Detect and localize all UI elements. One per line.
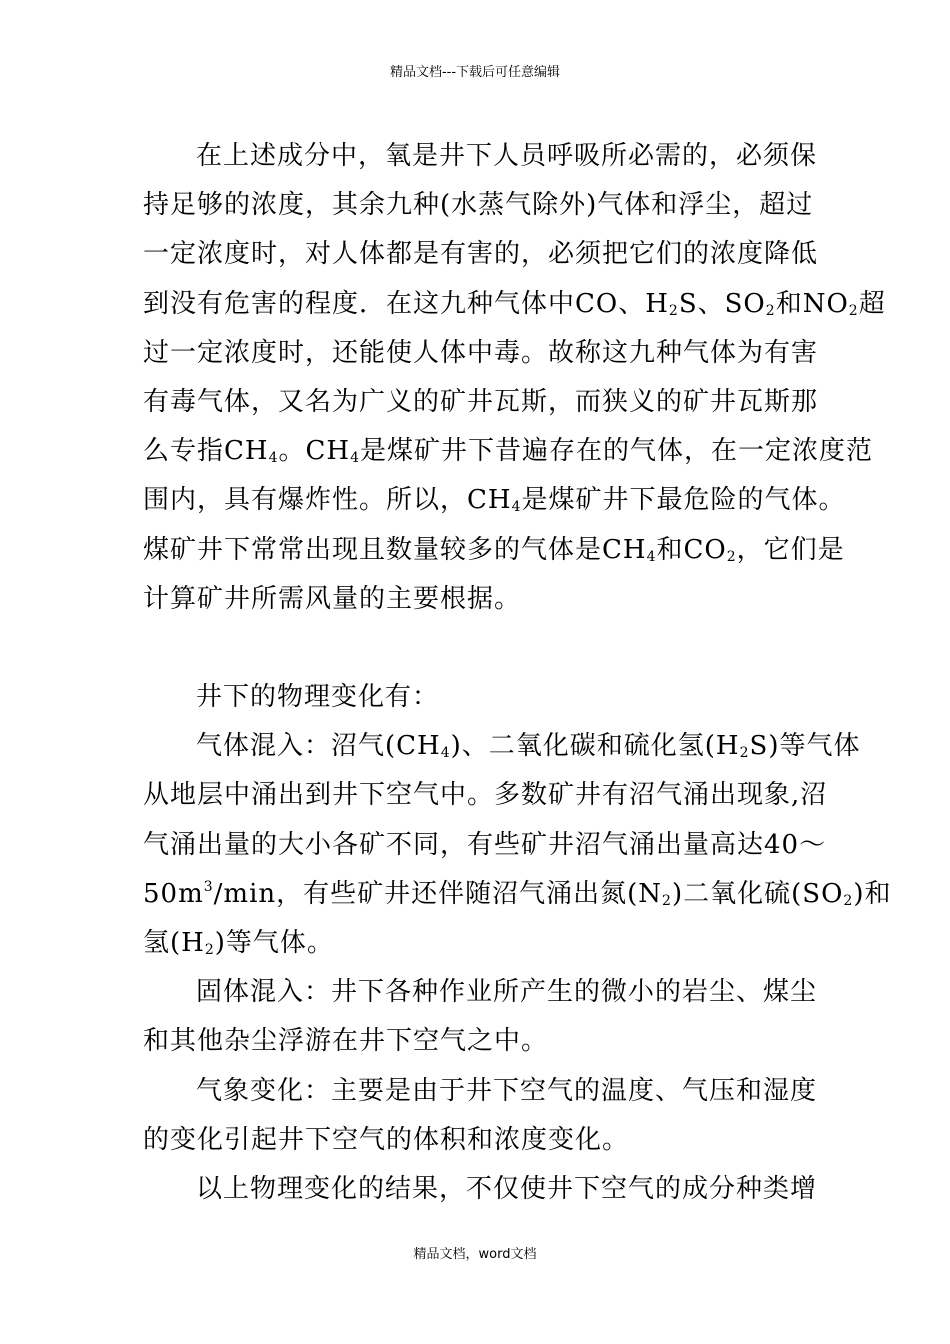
paragraph-line: 的变化引起井下空气的体积和浓度变化。 (143, 1124, 630, 1155)
paragraph-line: 固体混入：井下各种作业所产生的微小的岩尘、煤尘 (196, 977, 818, 1008)
paragraph-line: 和其他杂尘浮游在井下空气之中。 (143, 1026, 549, 1057)
paragraph-line: 一定浓度时，对人体都是有害的，必须把它们的浓度降低 (143, 239, 819, 270)
paragraph-line: 气涌出量的大小各矿不同，有些矿井沼气涌出量高达40～ (143, 829, 827, 860)
paragraph-line: 气体混入：沼气$(CH_4)$、二氧化碳和硫化氢$(H_2S)$等气体 (196, 731, 861, 762)
paragraph-line: 以上物理变化的结果，不仅使井下空气的成分种类增 (196, 1173, 818, 1204)
paragraph-line: 么专指$CH_4$。$CH_4$是煤矿井下昔遍存在的气体，在一定浓度范 (143, 436, 874, 467)
paragraph-line: 在上述成分中，氧是井下人员呼吸所必需的，必须保 (196, 141, 818, 171)
paragraph-line: 持足够的浓度，其余九种(水蒸气除外)气体和浮尘，超过 (143, 190, 814, 221)
paragraph-line: 计算矿井所需风量的主要根据。 (143, 583, 522, 614)
paragraph-line: 煤矿井下常常出现且数量较多的气体是$CH_4$和$CO_2$，它们是 (143, 534, 845, 565)
document-body (143, 132, 892, 1214)
paragraph-line: 到没有危害的程度．在这九种气体中CO、$H_2S$、$SO_2$和$NO_2$超 (143, 288, 886, 319)
section-heading: 井下的物理变化有： (196, 682, 440, 713)
paragraph-line: 气象变化：主要是由于井下空气的温度、气压和湿度 (196, 1075, 818, 1106)
blank-line (143, 624, 813, 673)
page-header: 精品文档---下载后可任意编辑 (389, 65, 561, 80)
page-footer: 精品文档，word文档 (413, 1247, 537, 1262)
paragraph-line: $50m^3/\min$，有些矿井还伴随沼气涌出氮$(N_2)$二氧化硫$(SO_2)$和 (143, 878, 892, 909)
paragraph-line: 从地层中涌出到井下空气中。多数矿井有沼气涌出现象,沼 (143, 780, 828, 811)
paragraph-line: 过一定浓度时，还能使人体中毒。故称这九种气体为有害 (143, 337, 819, 368)
paragraph-line: 有毒气体，又名为广义的矿井瓦斯，而狭义的矿井瓦斯那 (143, 386, 819, 417)
paragraph-line: 氢$(H_2)$等气体。 (143, 928, 334, 958)
paragraph-line: 围内，具有爆炸性。所以，$CH_4$是煤矿井下最危险的气体。 (143, 485, 846, 516)
